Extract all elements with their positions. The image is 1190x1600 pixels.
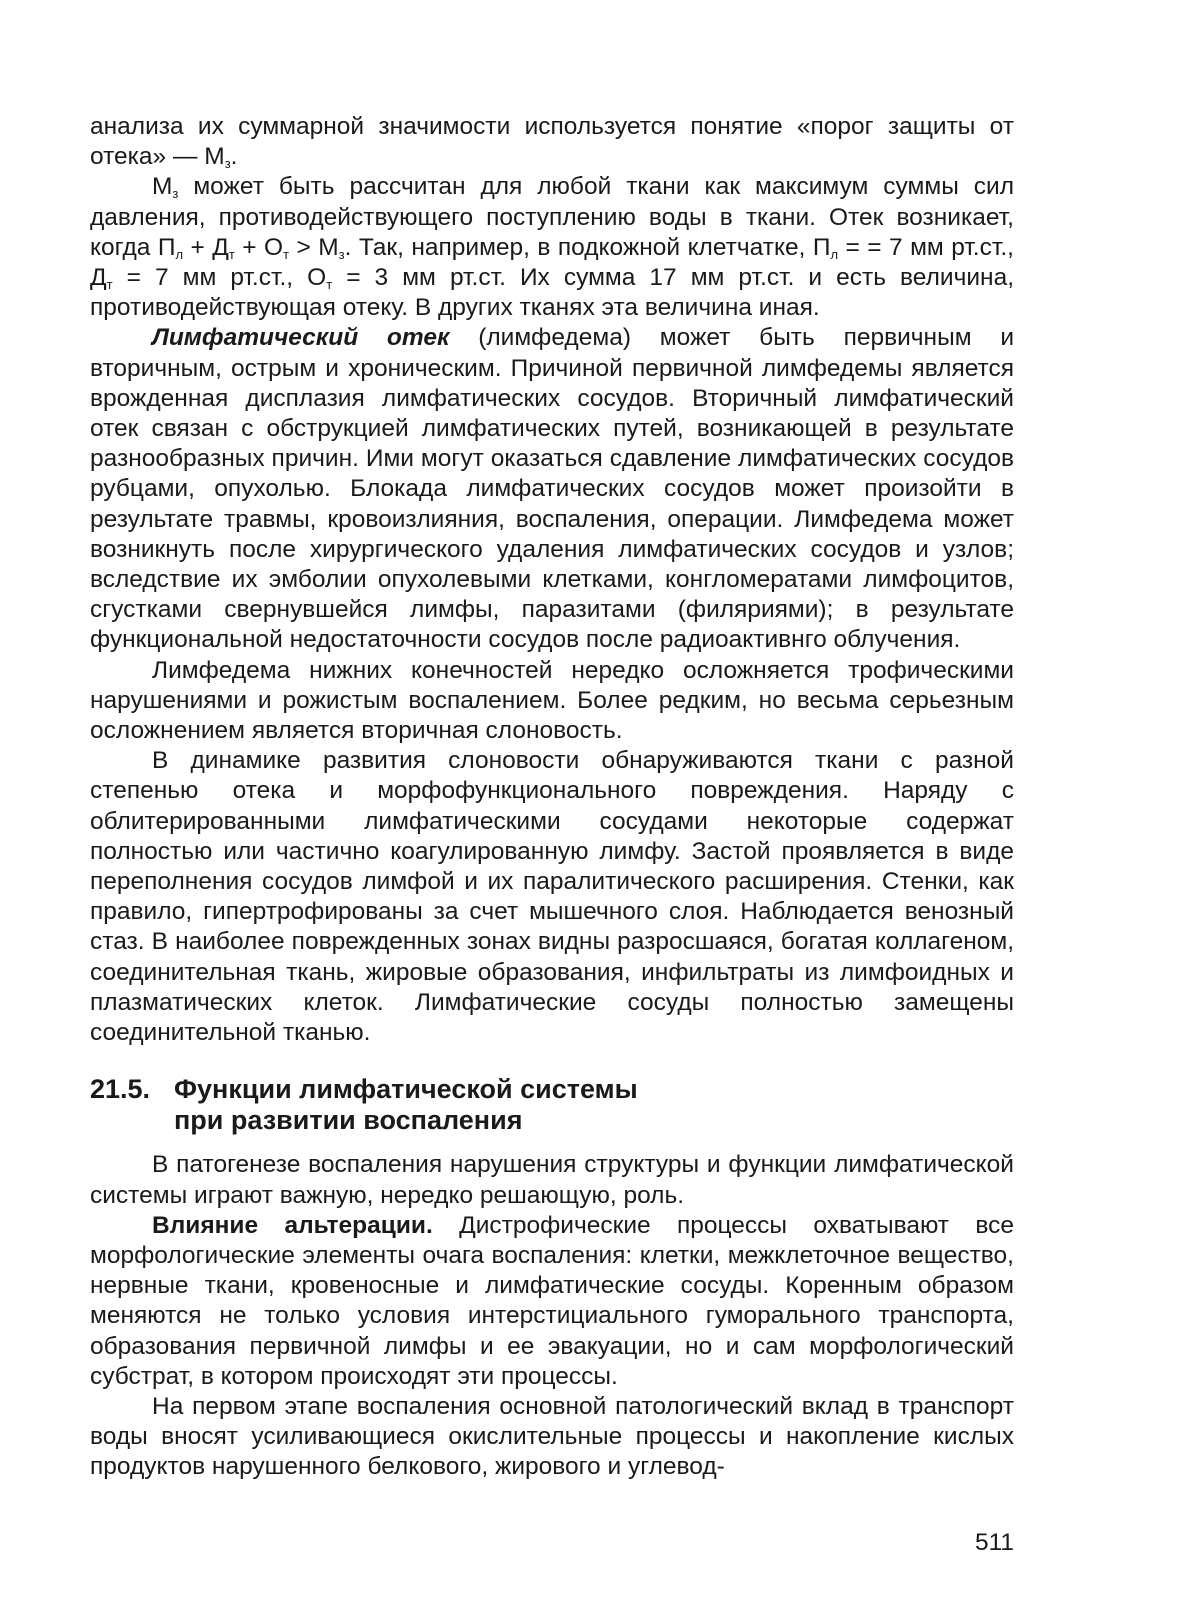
formula-text: + О xyxy=(234,233,284,261)
section-title xyxy=(174,1074,1014,1136)
subscript: з xyxy=(338,246,345,262)
run-in-heading: Лимфатический отек xyxy=(152,324,450,352)
paragraph-text: = 3 мм рт.ст. Их сумма 17 мм рт.ст. и есть величина, противодействующая отеку. В других тканях эта величина иная. xyxy=(90,264,1014,322)
formula-text: М xyxy=(152,173,173,201)
formula-text: = 7 мм рт.ст., О xyxy=(112,264,327,292)
paragraph-first-stage: На первом этапе воспаления основной патологический вклад в транспорт воды вносят усиливающиеся окислительные процессы и накопление кислых продуктов нарушенного белкового, жирового и углевод- xyxy=(90,1392,1014,1481)
run-in-heading: Влияние альтерации. xyxy=(152,1211,433,1239)
paragraph-elephantiasis: В динамике развития слоновости обнаруживаются ткани с разной степенью отека и морфофункционального повреждения. Наряду с облитерированными лимфатическими сосудами некоторые содержат полностью или частично коагулированную лимфу. Застой проявляется в виде переполнения сосудов лимфой и их паралитического расширения. Стенки, как правило, гипертрофированы за счет мышечного слоя. Наблюдается венозный стаз. В наиболее поврежденных зонах видны разросшаяся, богатая коллагеном, соединительная ткань, жировые образования, инфильтраты из лимфоидных и плазматических клеток. Лимфатические сосуды полностью замещены соединительной тканью. xyxy=(90,747,1014,1047)
subscript: з xyxy=(224,156,231,172)
subscript: т xyxy=(228,246,235,262)
paragraph-text: может быть рассчитан для любой ткани как максимум суммы сил давления, противодействующего поступлению воды в ткани. Отек возникает, когда П xyxy=(90,173,1014,261)
formula-text: > М xyxy=(289,233,339,261)
page-number: 511 xyxy=(974,1529,1014,1556)
subscript: т xyxy=(283,246,290,262)
section-title-line: при развитии воспаления xyxy=(174,1105,523,1136)
subscript: т xyxy=(106,277,113,293)
paragraph-lymphedema xyxy=(90,323,1014,655)
subscript: л xyxy=(175,246,184,262)
paragraph-complications: Лимфедема нижних конечностей нередко осложняется трофическими нарушениями и рожистым воспалением. Более редким, но весьма серьезным осложнением является вторичная слоновость. xyxy=(90,656,1014,745)
section-title-line: Функции лимфатической системы xyxy=(174,1074,638,1105)
page-body xyxy=(90,112,1014,1483)
subscript: т xyxy=(326,277,333,293)
paragraph-text: . xyxy=(230,143,238,171)
section-number: 21.5. xyxy=(90,1074,151,1105)
subscript: з xyxy=(172,186,179,202)
formula-text: + Д xyxy=(183,233,229,261)
formula-text: = = 7 мм рт.ст., Д xyxy=(90,233,1014,292)
section-heading xyxy=(90,1074,1014,1136)
paragraph-text: Дистрофические процессы охватывают все морфологические элементы очага воспаления: клетки, межклеточное вещество, нервные ткани, кровеносные и лимфатические сосуды. Коренным образом меняются не только условия интерстициального гуморального транспорта, образования первичной лимфы и ее эвакуации, но и сам морфологический субстрат, в котором происходят эти процессы. xyxy=(90,1211,1014,1390)
paragraph-alteration xyxy=(90,1211,1014,1392)
paragraph-threshold xyxy=(90,172,1014,323)
paragraph-pathogenesis: В патогенезе воспаления нарушения структуры и функции лимфатической системы играют важную, нередко решающую, роль. xyxy=(90,1151,1014,1209)
paragraph-text: (лимфедема) может быть первичным и вторичным, острым и хроническим. Причиной первичной лимфедемы является врожденная дисплазия лимфатических сосудов. Вторичный лимфатический отек связан с обструкцией лимфатических путей, возникающей в результате разнообразных причин. Ими могут оказаться сдавление лимфатических сосудов рубцами, опухолью. Блокада лимфатических сосудов может произойти в результате травмы, кровоизлияния, воспаления, операции. Лимфедема может возникнуть после хирургического удаления лимфатических сосудов и узлов; вследствие их эмболии опухолевыми клетками, конгломератами лимфоцитов, сгустками свернувшейся лимфы, паразитами (филяриями); в результате функциональной недостаточности сосудов после радиоактивнго облучения. xyxy=(90,324,1015,654)
paragraph-continued xyxy=(90,112,1014,172)
paragraph-text: . Так, например, в подкожной клетчатке, П xyxy=(344,233,831,261)
subscript: л xyxy=(830,246,839,262)
paragraph-text: анализа их суммарной значимости используется понятие «порог защиты от отека» — М xyxy=(90,113,1014,171)
